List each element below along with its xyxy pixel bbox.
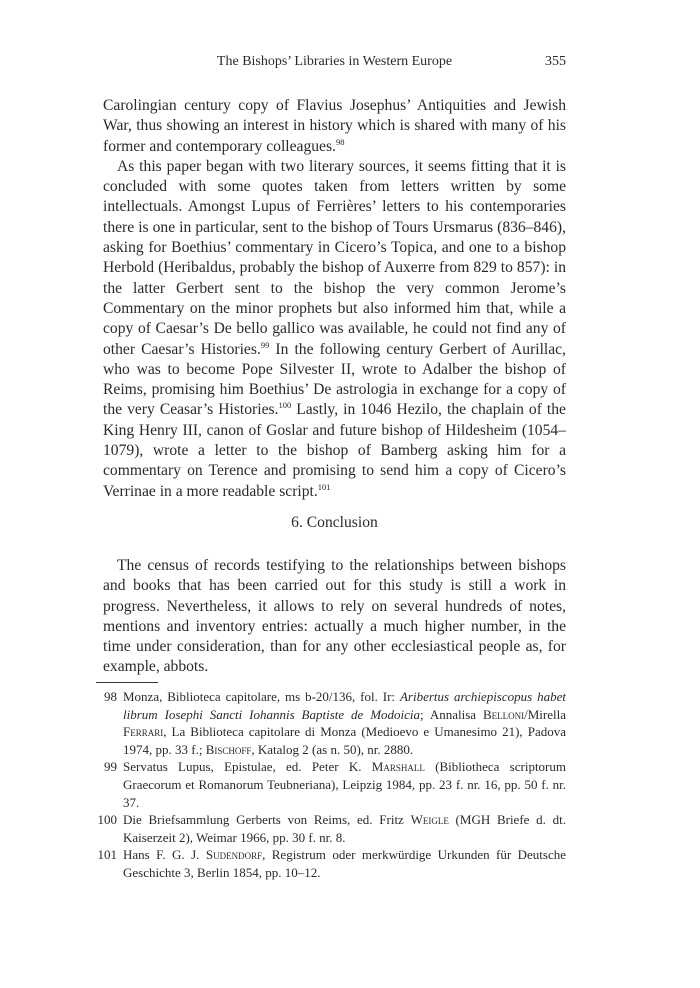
footnote-number: 98 xyxy=(104,689,117,704)
author-name: Weigle xyxy=(410,812,449,828)
footnote-ref-98[interactable]: 98 xyxy=(335,136,345,147)
running-head xyxy=(103,54,566,74)
latin-quote: Aribertus archiepiscopus habet librum Iosephi Sancti Iohannis Baptiste de Modoicia xyxy=(123,689,566,722)
footnote-ref-100[interactable]: 100 xyxy=(278,400,292,411)
footnote-99: 99 Servatus Lupus, Epistulae, ed. Peter K. Marshall (Bibliotheca scriptorum Graecorum et Romanorum Teubneriana), Leipzig 1984, pp. 23 f. nr. 16, pp. 50 f. nr. 37. xyxy=(96,758,566,811)
footnote-number: 100 xyxy=(97,812,117,828)
author-name: Sudendorf xyxy=(205,847,263,863)
page-number: 355 xyxy=(545,54,566,69)
author-name: Ferrari xyxy=(123,724,164,740)
author-name: Belloni xyxy=(482,706,525,722)
paragraph-2: As this paper began with two literary sources, it seems fitting that it is concluded with some quotes taken from letters written by some intellectuals. Amongst Lupus of Ferrières’ letters to his contemporaries there is one in particular, sent to the bishop of Tours Ursmarus (836–846), asking for Boethius’ commentary in Cicero’s Topica, and one to a bishop Herbold (Heribaldus, probably the bishop of Auxerre from 829 to 857): in the latter Gerbert sent to the bishop the very common Jerome’s Commentary on the minor prophets but also informed him that, while a copy of Caesar’s De bello gallico was available, he could not find any of other Caesar’s Histories.$^{99}$ In the following century Gerbert of Aurillac, who was to become Pope Silvester II, wrote to Adalber the bishop of Reims, promising him Boethius’ De astrologia in exchange for a copy of the very Ceasar’s Histories.$^{100}$ Lastly, in 1046 Hezilo, the chaplain of the King Henry III, canon of Goslar and future bishop of Hildesheim (1054–1079), wrote a letter to the bishop of Bamberg asking him for a commentary on Terence and promising to send him a copy of Cicero’s Verrinae in a more readable script.$^{101}$ xyxy=(103,157,567,500)
paragraph-1: Carolingian century copy of Flavius Josephus’ Antiquities and Jewish War, thus showing an interest in history which is shared with many of his former and contemporary colleagues.$^{98}$ xyxy=(103,97,566,155)
footnote-100: 100 Die Briefsammlung Gerberts von Reims, ed. Fritz Weigle (MGH Briefe d. dt. Kaiserzeit 2), Weimar 1966, pp. 30 f. nr. 8. xyxy=(97,812,567,845)
conclusion-text xyxy=(103,556,566,678)
author-name: Bischoff xyxy=(205,741,252,757)
footnote-101: 101 Hans F. G. J. Sudendorf, Registrum oder merkwürdige Urkunden für Deutsche Geschichte 3, Berlin 1854, pp. 10–12. xyxy=(97,847,567,880)
footnote-ref-101[interactable]: 101 xyxy=(317,481,331,492)
running-title: The Bishops’ Libraries in Western Europe xyxy=(216,54,453,69)
footnote-number: 99 xyxy=(104,759,117,775)
footnotes xyxy=(96,688,566,882)
author-name: Marshall xyxy=(371,759,425,775)
footnote-divider xyxy=(96,682,158,683)
conclusion-paragraph: The census of records testifying to the relationships between bishops and books that has been carried out for this study is still a work in progress. Nevertheless, it allows to rely on several hundreds of notes, mentions and inventory entries: actually a much higher number, in the time under consideration, than for any other ecclesiastical people as, for example, abbots. xyxy=(103,557,566,676)
footnote-98: 98 Monza, Biblioteca capitolare, ms b-20/136, fol. Ir: Aribertus archiepiscopus habet librum Iosephi Sancti Iohannis Baptiste de Modoicia; Annalisa Belloni/Mirella Ferrari, La Biblioteca capitolare di Monza (Medioevo e Umanesimo 21), Padova 1974, pp. 33 f.; Bischoff, Katalog 2 (as n. 50), nr. 2880. xyxy=(96,688,566,758)
section-heading: 6. Conclusion xyxy=(291,514,378,531)
footnote-number: 101 xyxy=(97,847,117,863)
body-text xyxy=(103,96,566,502)
footnote-ref-99[interactable]: 99 xyxy=(260,339,270,350)
